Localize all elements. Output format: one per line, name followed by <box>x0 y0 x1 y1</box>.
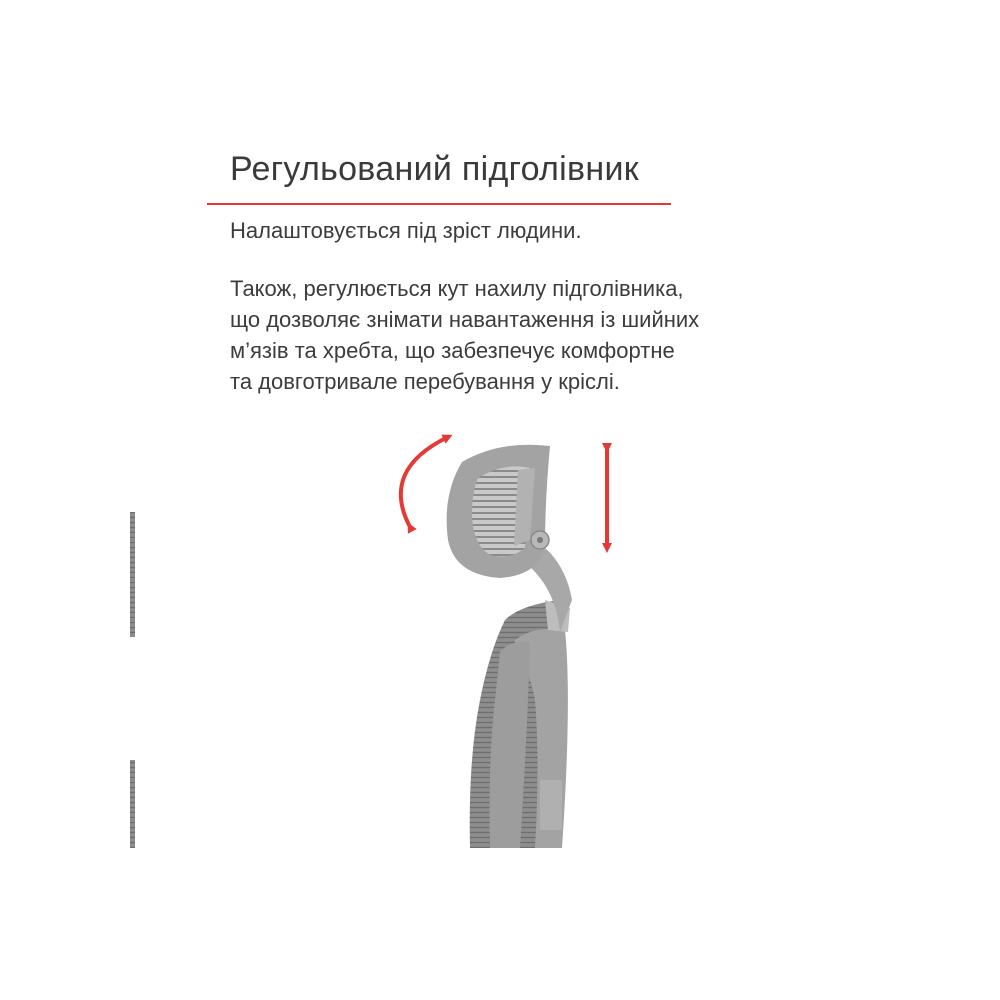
height-adjust-text: Налаштовується під зріст людини. <box>230 218 582 243</box>
tilt-description-line-3: м’язів та хребта, що забезпечує комфортне <box>230 338 675 363</box>
chair-back <box>470 600 570 848</box>
curved-double-arrow-icon <box>401 437 448 527</box>
tilt-description-line-1: Також, регулюється кут нахилу підголівника, <box>230 276 684 301</box>
headrest <box>447 445 550 578</box>
tilt-description-line-2: що дозволяє знімати навантаження із шийних <box>230 307 700 332</box>
tilt-description-line-4: та довготривале перебування у кріслі. <box>230 369 620 394</box>
adjacent-chair-fragment <box>130 512 135 848</box>
section-title: Регульований підголівник <box>230 150 639 188</box>
